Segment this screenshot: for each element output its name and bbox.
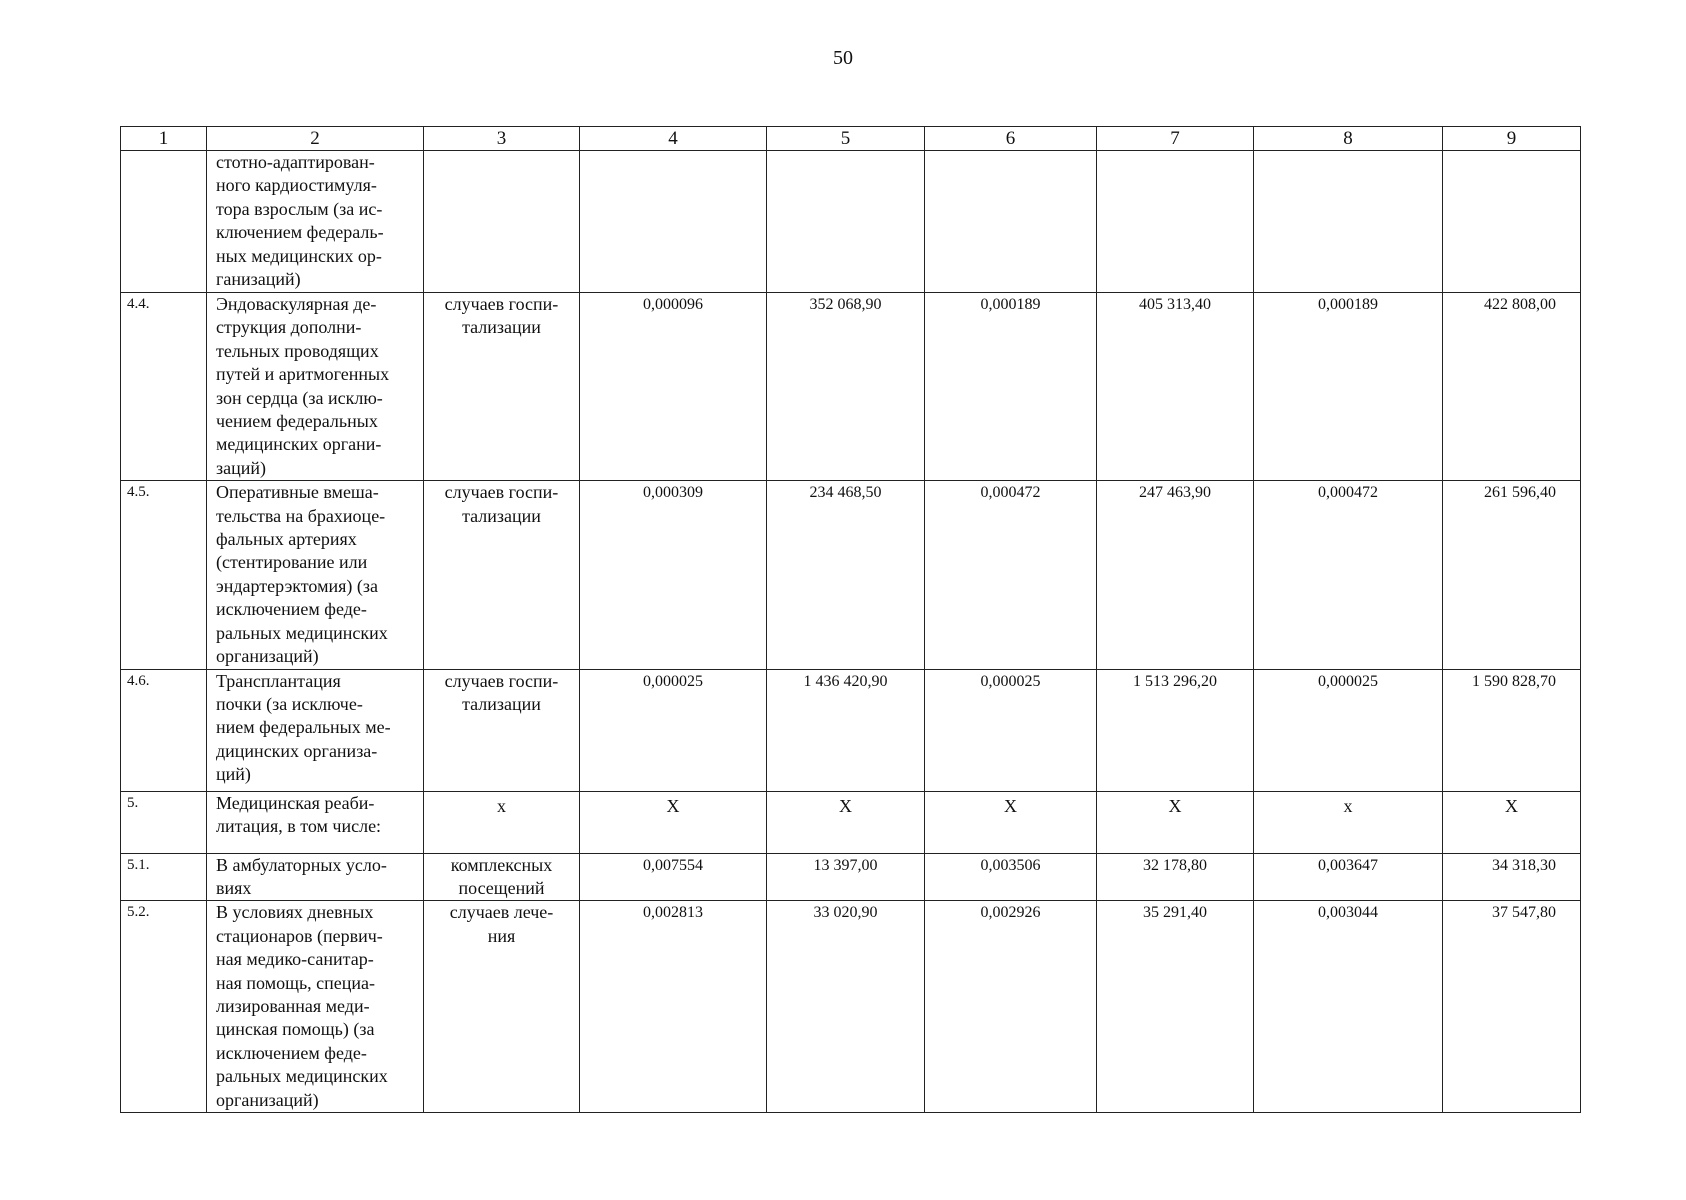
header-cell: 9 bbox=[1443, 127, 1581, 151]
row-number-cell: 4.5. bbox=[121, 481, 207, 669]
name-line: стационаров (первич- bbox=[216, 925, 383, 946]
value-cell: 405 313,40 bbox=[1097, 293, 1254, 481]
row-unit-cell bbox=[424, 901, 580, 1113]
name-line: организаций) bbox=[216, 646, 319, 667]
value-cell bbox=[1097, 151, 1254, 293]
unit-line: случаев лече- bbox=[449, 902, 554, 923]
value-cell: 0,007554 bbox=[580, 853, 767, 901]
value-cell: 34 318,30 bbox=[1443, 853, 1581, 901]
name-line: фальных артериях bbox=[216, 529, 357, 550]
name-line: ральных медицинских bbox=[216, 1066, 388, 1087]
value-cell: Х bbox=[1097, 791, 1254, 853]
name-line: организаций) bbox=[216, 1089, 319, 1110]
header-cell: 6 bbox=[925, 127, 1097, 151]
row-name-cell bbox=[207, 853, 424, 901]
name-line: Трансплантация bbox=[216, 670, 341, 691]
row-unit-cell bbox=[424, 481, 580, 669]
value-cell: Х bbox=[767, 791, 925, 853]
unit-line: случаев госпи- bbox=[444, 294, 559, 314]
name-line: зон сердца (за исклю- bbox=[216, 387, 383, 408]
header-cell: 7 bbox=[1097, 127, 1254, 151]
name-line: Оперативные вмеша- bbox=[216, 482, 379, 503]
row-number-cell bbox=[121, 151, 207, 293]
table-row bbox=[121, 481, 1581, 669]
header-cell: 8 bbox=[1254, 127, 1443, 151]
name-line: ральных медицинских bbox=[216, 622, 388, 643]
unit-line: тализации bbox=[462, 505, 541, 526]
name-line: стотно-адаптирован- bbox=[216, 152, 375, 172]
header-cell: 5 bbox=[767, 127, 925, 151]
row-number-cell: 5.1. bbox=[121, 853, 207, 901]
value-cell bbox=[1254, 151, 1443, 293]
table-row bbox=[121, 669, 1581, 791]
table-row bbox=[121, 791, 1581, 853]
value-cell: 0,000309 bbox=[580, 481, 767, 669]
name-line: исключением феде- bbox=[216, 599, 367, 620]
value-cell: 0,000189 bbox=[925, 293, 1097, 481]
value-cell: 1 590 828,70 bbox=[1443, 669, 1581, 791]
row-name-cell bbox=[207, 791, 424, 853]
name-line: дицинских организа- bbox=[216, 740, 378, 761]
value-cell: 0,000025 bbox=[580, 669, 767, 791]
unit-line: тализации bbox=[462, 317, 541, 338]
value-cell: 261 596,40 bbox=[1443, 481, 1581, 669]
name-line: тельных проводящих bbox=[216, 340, 379, 361]
table-row bbox=[121, 853, 1581, 901]
name-line: эндартерэктомия) (за bbox=[216, 575, 378, 596]
name-line: нием федеральных ме- bbox=[216, 717, 391, 738]
unit-line: тализации bbox=[462, 693, 541, 714]
value-cell: 247 463,90 bbox=[1097, 481, 1254, 669]
value-cell: 0,003506 bbox=[925, 853, 1097, 901]
row-unit-cell bbox=[424, 151, 580, 293]
name-line: ного кардиостимуля- bbox=[216, 175, 377, 196]
row-unit-cell: х bbox=[424, 791, 580, 853]
unit-line: ния bbox=[487, 925, 516, 946]
row-unit-cell bbox=[424, 853, 580, 901]
row-name-cell bbox=[207, 151, 424, 293]
header-cell: 1 bbox=[121, 127, 207, 151]
name-line: виях bbox=[216, 877, 252, 898]
row-number-cell: 5.2. bbox=[121, 901, 207, 1113]
value-cell: 1 436 420,90 bbox=[767, 669, 925, 791]
unit-line: случаев госпи- bbox=[444, 670, 559, 691]
value-cell: 0,000189 bbox=[1254, 293, 1443, 481]
value-cell: х bbox=[1254, 791, 1443, 853]
data-table bbox=[120, 126, 1581, 1113]
table-row bbox=[121, 151, 1581, 293]
name-line: путей и аритмогенных bbox=[216, 364, 390, 385]
row-unit-cell bbox=[424, 293, 580, 481]
name-line: исключением феде- bbox=[216, 1042, 367, 1063]
value-cell: 352 068,90 bbox=[767, 293, 925, 481]
value-cell: 0,003647 bbox=[1254, 853, 1443, 901]
unit-line: случаев госпи- bbox=[444, 482, 559, 503]
row-number-cell: 4.6. bbox=[121, 669, 207, 791]
value-cell: 0,003044 bbox=[1254, 901, 1443, 1113]
name-line: чением федеральных bbox=[216, 411, 378, 432]
value-cell: 0,000025 bbox=[925, 669, 1097, 791]
value-cell: 0,002926 bbox=[925, 901, 1097, 1113]
name-line: цинская помощь) (за bbox=[216, 1019, 375, 1040]
name-line: ная помощь, специа- bbox=[216, 972, 376, 993]
value-cell: 1 513 296,20 bbox=[1097, 669, 1254, 791]
name-line: В условиях дневных bbox=[216, 902, 374, 923]
value-cell: 0,000096 bbox=[580, 293, 767, 481]
value-cell: 13 397,00 bbox=[767, 853, 925, 901]
unit-line: посещений bbox=[458, 877, 545, 898]
value-cell: 0,002813 bbox=[580, 901, 767, 1113]
header-row bbox=[121, 127, 1581, 151]
name-line: тельства на брахиоце- bbox=[216, 505, 386, 526]
value-cell bbox=[580, 151, 767, 293]
value-cell: 0,000472 bbox=[1254, 481, 1443, 669]
value-cell: 0,000025 bbox=[1254, 669, 1443, 791]
row-name-cell bbox=[207, 293, 424, 481]
name-line: ключением федераль- bbox=[216, 222, 384, 243]
value-cell bbox=[925, 151, 1097, 293]
row-name-cell bbox=[207, 901, 424, 1113]
row-unit-cell bbox=[424, 669, 580, 791]
name-line: струкция дополни- bbox=[216, 317, 362, 338]
value-cell: 37 547,80 bbox=[1443, 901, 1581, 1113]
name-line: литация, в том числе: bbox=[216, 815, 382, 836]
name-line: заций) bbox=[216, 457, 266, 478]
name-line: В амбулаторных усло- bbox=[216, 854, 387, 875]
value-cell: 32 178,80 bbox=[1097, 853, 1254, 901]
row-name-cell bbox=[207, 669, 424, 791]
row-number-cell: 4.4. bbox=[121, 293, 207, 481]
value-cell: Х bbox=[925, 791, 1097, 853]
name-line: ганизаций) bbox=[216, 269, 301, 290]
name-line: ная медико-санитар- bbox=[216, 949, 374, 970]
value-cell bbox=[1443, 151, 1581, 293]
header-cell: 4 bbox=[580, 127, 767, 151]
name-line: лизированная меди- bbox=[216, 995, 370, 1016]
name-line: Медицинская реаби- bbox=[216, 792, 375, 813]
value-cell: 234 468,50 bbox=[767, 481, 925, 669]
value-cell: 35 291,40 bbox=[1097, 901, 1254, 1113]
name-line: (стентирование или bbox=[216, 552, 368, 573]
page-number: 50 bbox=[833, 47, 853, 69]
name-line: ций) bbox=[216, 764, 251, 785]
value-cell: 0,000472 bbox=[925, 481, 1097, 669]
name-line: медицинских органи- bbox=[216, 434, 382, 455]
name-line: ных медицинских ор- bbox=[216, 245, 382, 266]
name-line: почки (за исключе- bbox=[216, 693, 363, 714]
name-line: Эндоваскулярная де- bbox=[216, 294, 377, 314]
value-cell: Х bbox=[1443, 791, 1581, 853]
row-number-cell: 5. bbox=[121, 791, 207, 853]
header-cell: 2 bbox=[207, 127, 424, 151]
header-cell: 3 bbox=[424, 127, 580, 151]
value-cell: 33 020,90 bbox=[767, 901, 925, 1113]
table-row bbox=[121, 293, 1581, 481]
table-row bbox=[121, 901, 1581, 1113]
value-cell: Х bbox=[580, 791, 767, 853]
unit-line: комплексных bbox=[450, 854, 553, 875]
value-cell: 422 808,00 bbox=[1443, 293, 1581, 481]
name-line: тора взрослым (за ис- bbox=[216, 198, 383, 219]
row-name-cell bbox=[207, 481, 424, 669]
value-cell bbox=[767, 151, 925, 293]
